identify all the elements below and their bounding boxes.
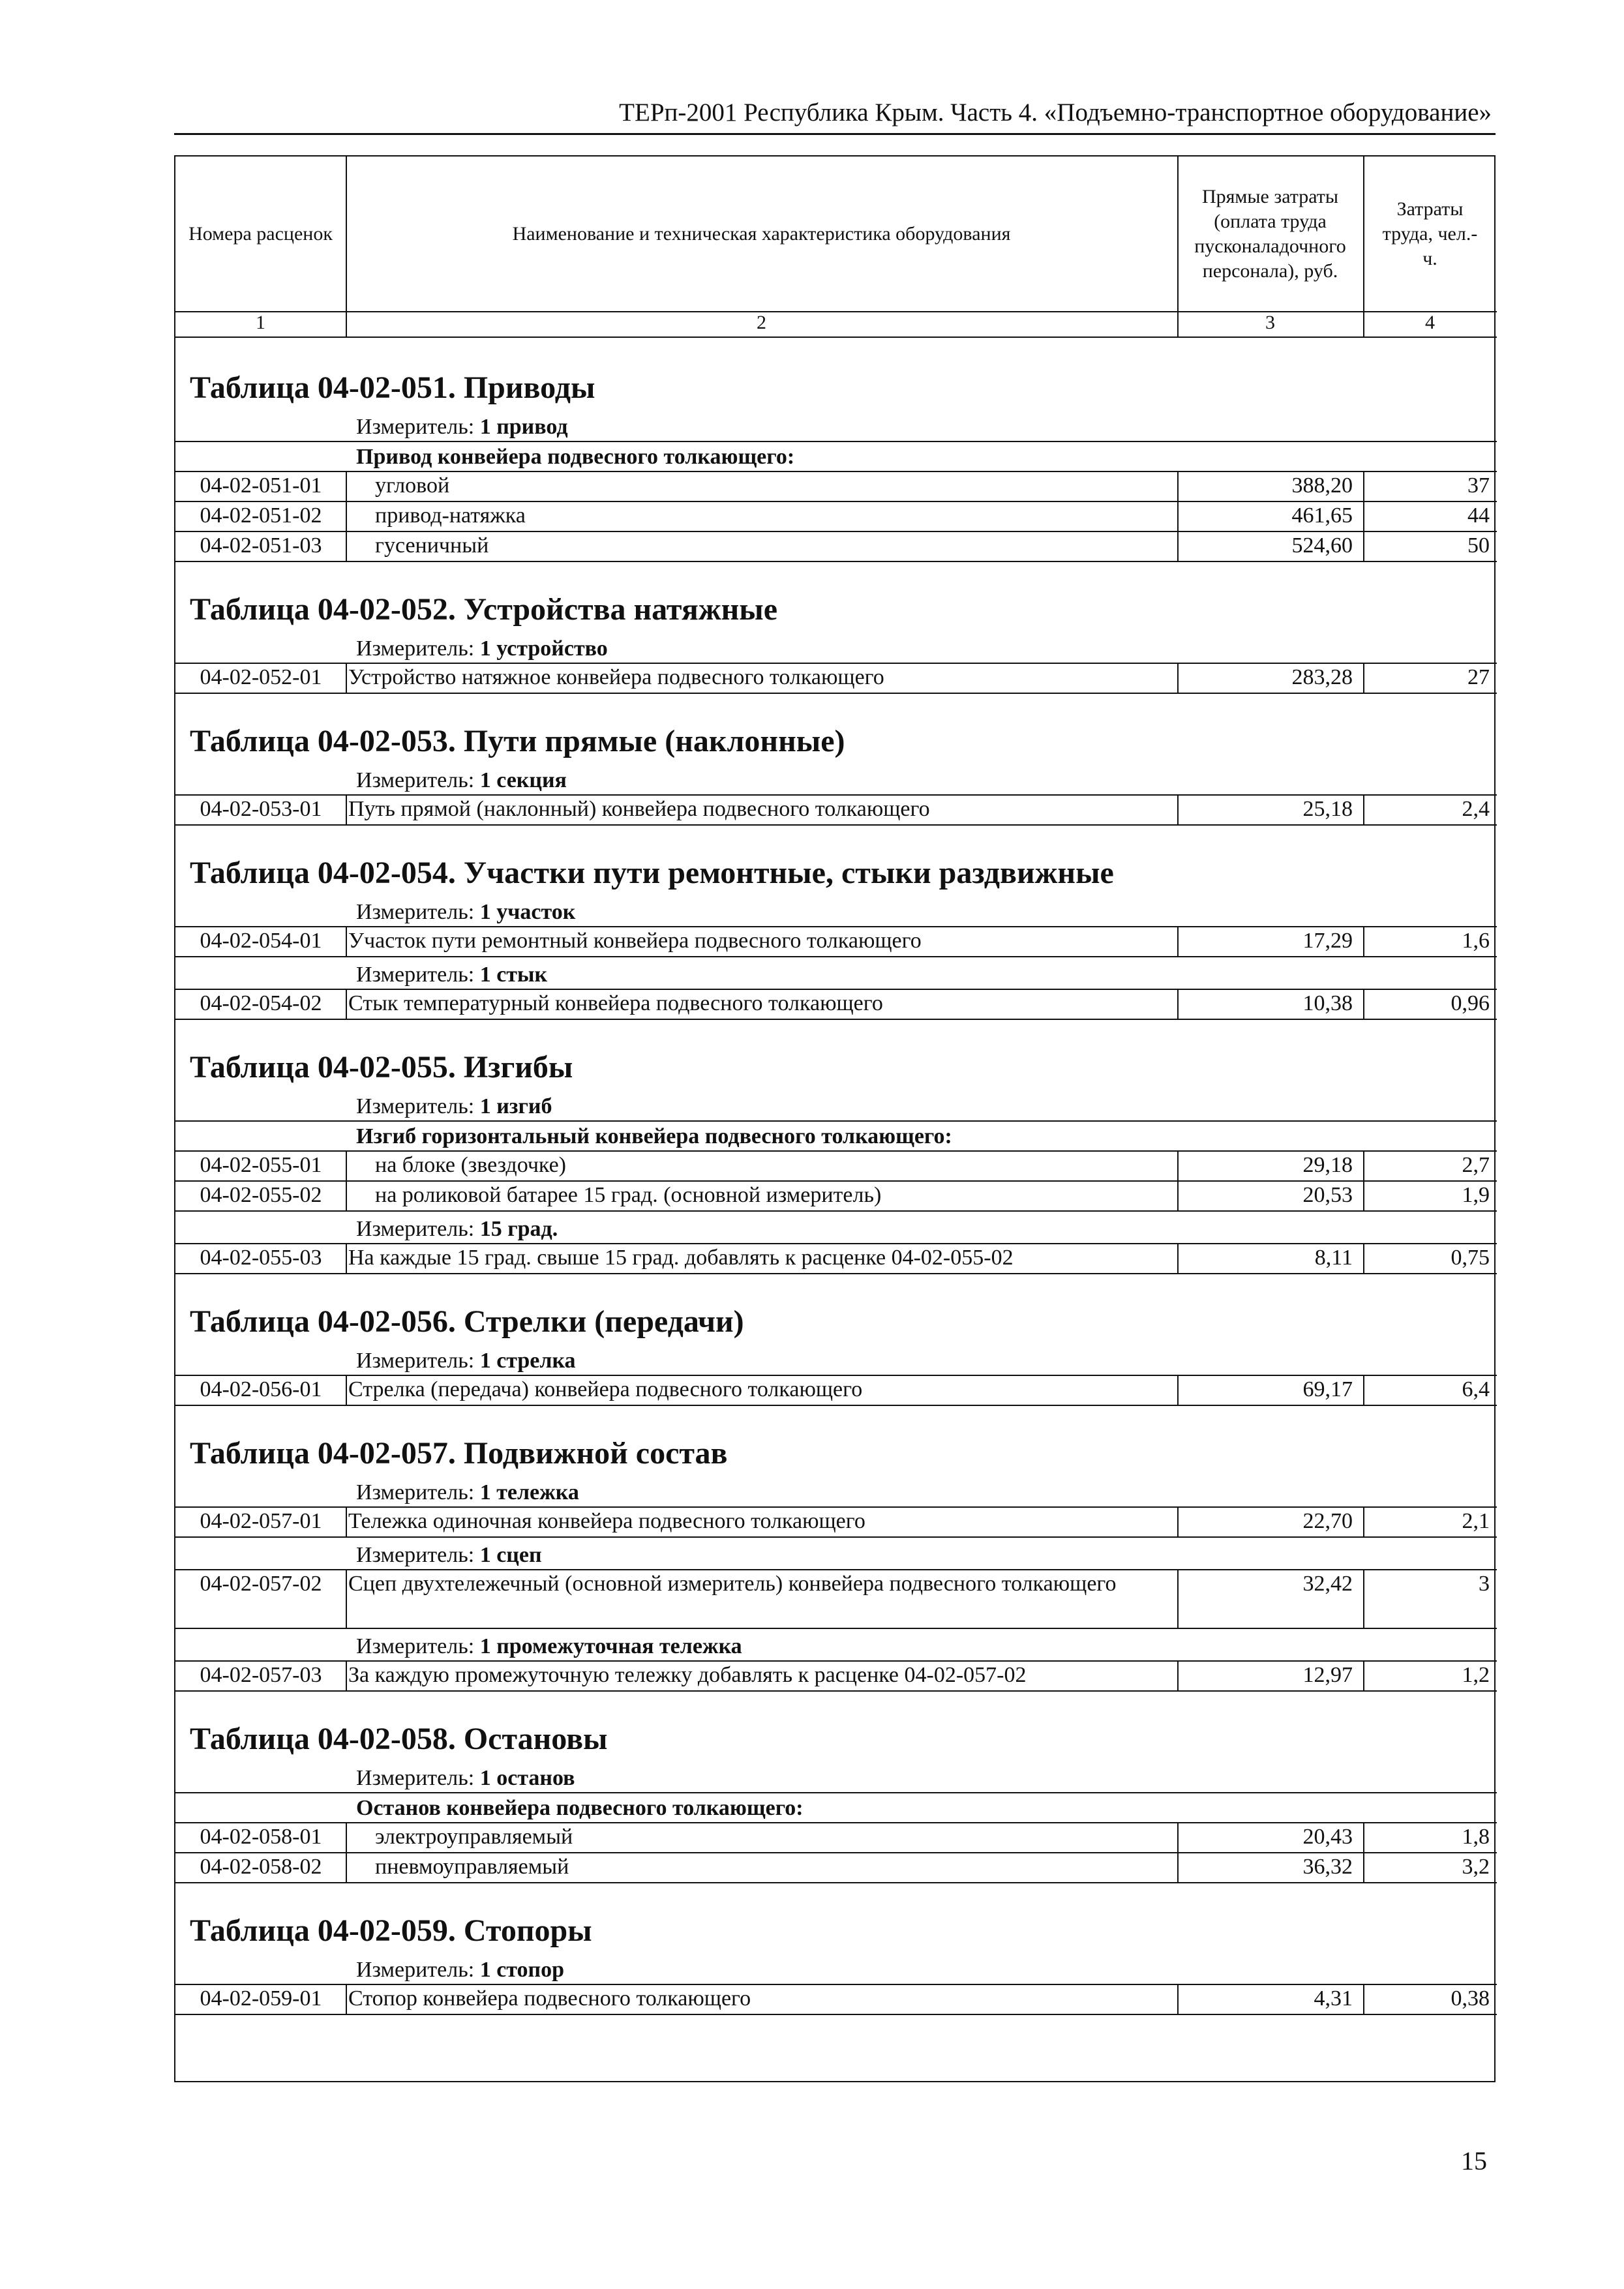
header-col-labour: Затраты труда, чел.-ч. (1382, 198, 1478, 269)
table-row-title (175, 693, 1497, 762)
rate-code: 04-02-056-01 (200, 1377, 322, 1401)
column-rule (1177, 1243, 1179, 1273)
item-description: гусеничный (375, 533, 489, 558)
unit-of-measure-value: 1 участок (479, 900, 576, 924)
column-rule (1363, 794, 1364, 824)
table-row-meter (175, 1210, 1497, 1243)
unit-of-measure-value: 1 устройство (479, 636, 608, 661)
rate-code: 04-02-052-01 (200, 665, 322, 689)
column-rule (1363, 1569, 1364, 1628)
column-number-rule (175, 337, 1497, 338)
unit-of-measure-value: 15 град. (479, 1217, 558, 1241)
item-description: привод-натяжка (375, 503, 526, 528)
column-rule (346, 1180, 347, 1210)
direct-cost: 32,42 (1302, 1572, 1353, 1596)
column-rule (346, 501, 347, 531)
labour-hours: 3 (1479, 1572, 1490, 1596)
table-row-meter (175, 1759, 1497, 1792)
unit-of-measure: Измеритель: 1 секция (356, 768, 567, 792)
column-rule (1177, 1984, 1179, 2014)
column-rule (346, 989, 347, 1019)
table-row-meter (175, 408, 1497, 441)
unit-of-measure: Измеритель: 15 град. (356, 1217, 558, 1241)
rate-code: 04-02-054-01 (200, 929, 322, 953)
column-rule (346, 663, 347, 693)
labour-hours: 1,8 (1462, 1825, 1490, 1849)
column-rule (1177, 1506, 1179, 1536)
item-description: Путь прямой (наклонный) конвейера подвесного толкающего (348, 797, 930, 821)
table-row-item (175, 1822, 1497, 1852)
column-rule (1177, 1852, 1179, 1882)
table-row-item (175, 1660, 1497, 1690)
item-description: Стрелка (передача) конвейера подвесного толкающего (348, 1377, 863, 1401)
table-row-meter (175, 630, 1497, 663)
column-rule (346, 1243, 347, 1273)
unit-of-measure: Измеритель: 1 останов (356, 1766, 575, 1790)
labour-hours: 27 (1467, 665, 1490, 689)
column-rule (1177, 531, 1179, 561)
direct-cost: 25,18 (1302, 797, 1353, 821)
group-caption: Останов конвейера подвесного толкающего: (356, 1796, 804, 1820)
column-rule (1363, 1852, 1364, 1882)
rate-code: 04-02-058-02 (200, 1855, 322, 1879)
unit-of-measure: Измеритель: 1 промежуточная тележка (356, 1634, 742, 1658)
column-number: 3 (1265, 312, 1275, 333)
direct-cost: 22,70 (1302, 1509, 1353, 1533)
column-rule (1363, 1822, 1364, 1852)
direct-cost: 283,28 (1291, 665, 1353, 689)
direct-cost: 17,29 (1302, 929, 1353, 953)
column-rule (346, 1375, 347, 1405)
table-row-group (175, 1792, 1497, 1822)
table-row-item (175, 1243, 1497, 1273)
rate-code: 04-02-055-01 (200, 1153, 322, 1177)
table-row-item (175, 663, 1497, 693)
labour-hours: 1,2 (1462, 1663, 1490, 1687)
header-column-rule (1177, 157, 1179, 338)
column-rule (346, 1984, 347, 2014)
page-number: 15 (1461, 2146, 1487, 2176)
direct-cost: 12,97 (1302, 1663, 1353, 1687)
table-row-item (175, 989, 1497, 1019)
labour-hours: 2,1 (1462, 1509, 1490, 1533)
header-bottom-rule (175, 311, 1497, 312)
section-title: Таблица 04-02-053. Пути прямые (наклонные) (190, 724, 845, 758)
table-row-meter (175, 1951, 1497, 1984)
rate-code: 04-02-059-01 (200, 1986, 322, 2011)
section-title: Таблица 04-02-054. Участки пути ремонтные, стыки раздвижные (190, 856, 1114, 890)
column-rule (346, 1150, 347, 1180)
item-description: на роликовой батарее 15 град. (основной измеритель) (375, 1183, 882, 1207)
unit-of-measure: Измеритель: 1 сцеп (356, 1543, 542, 1567)
table-row-meter (175, 893, 1497, 926)
section-title: Таблица 04-02-059. Стопоры (190, 1913, 592, 1948)
section-title: Таблица 04-02-051. Приводы (190, 370, 595, 405)
header-rule (174, 133, 1496, 135)
rate-code: 04-02-051-02 (200, 503, 322, 528)
unit-of-measure-value: 1 останов (479, 1766, 575, 1790)
rate-code: 04-02-057-03 (200, 1663, 322, 1687)
group-caption: Привод конвейера подвесного толкающего: (356, 445, 795, 469)
labour-hours: 3,2 (1462, 1855, 1490, 1879)
column-rule (1177, 471, 1179, 501)
column-rule (1363, 1375, 1364, 1405)
column-rule (346, 1506, 347, 1536)
labour-hours: 1,9 (1462, 1183, 1490, 1207)
column-rule (1363, 1984, 1364, 2014)
direct-cost: 29,18 (1302, 1153, 1353, 1177)
table-row-item (175, 1984, 1497, 2014)
table-row-title (175, 1019, 1497, 1088)
table-row-title (175, 1882, 1497, 1951)
column-rule (346, 531, 347, 561)
direct-cost: 388,20 (1291, 473, 1353, 498)
column-rule (1363, 471, 1364, 501)
section-title: Таблица 04-02-058. Остановы (190, 1722, 608, 1756)
table-row-meter (175, 762, 1497, 794)
unit-of-measure: Измеритель: 1 устройство (356, 636, 608, 661)
table-row-title (175, 561, 1497, 630)
section-title: Таблица 04-02-056. Стрелки (передачи) (190, 1304, 744, 1339)
column-rule (1177, 989, 1179, 1019)
table-row-group (175, 441, 1497, 471)
labour-hours: 2,7 (1462, 1153, 1490, 1177)
direct-cost: 36,32 (1302, 1855, 1353, 1879)
header-column-rule (346, 157, 347, 338)
column-rule (346, 1569, 347, 1628)
section-title: Таблица 04-02-052. Устройства натяжные (190, 592, 778, 627)
unit-of-measure: Измеритель: 1 стрелка (356, 1349, 576, 1373)
labour-hours: 50 (1467, 533, 1490, 558)
column-rule (1363, 1150, 1364, 1180)
column-rule (1177, 1150, 1179, 1180)
column-number: 1 (256, 312, 265, 333)
item-description: За каждую промежуточную тележку добавлять к расценке 04-02-057-02 (348, 1663, 1027, 1687)
column-rule (1363, 926, 1364, 956)
unit-of-measure-value: 1 стрелка (479, 1349, 576, 1373)
column-rule (1177, 501, 1179, 531)
rate-code: 04-02-057-02 (200, 1572, 322, 1596)
column-rule (346, 471, 347, 501)
column-number: 2 (757, 312, 766, 333)
unit-of-measure: Измеритель: 1 привод (356, 415, 568, 439)
item-description: Стык температурный конвейера подвесного толкающего (348, 991, 883, 1015)
section-title: Таблица 04-02-057. Подвижной состав (190, 1436, 728, 1471)
table-row-title (175, 1690, 1497, 1759)
column-rule (1363, 989, 1364, 1019)
column-rule (346, 1822, 347, 1852)
table-row-title (175, 1405, 1497, 1474)
unit-of-measure-value: 1 стык (479, 963, 548, 987)
item-description: на блоке (звездочке) (375, 1153, 567, 1177)
price-table (174, 155, 1496, 2082)
column-rule (1177, 1660, 1179, 1690)
labour-hours: 0,38 (1451, 1986, 1490, 2011)
direct-cost: 20,43 (1302, 1825, 1353, 1849)
table-row-title (175, 824, 1497, 893)
column-rule (1363, 531, 1364, 561)
rate-code: 04-02-055-02 (200, 1183, 322, 1207)
rate-code: 04-02-053-01 (200, 797, 322, 821)
labour-hours: 1,6 (1462, 929, 1490, 953)
direct-cost: 10,38 (1302, 991, 1353, 1015)
header-column-rule (1363, 157, 1364, 338)
direct-cost: 524,60 (1291, 533, 1353, 558)
item-description: Стопор конвейера подвесного толкающего (348, 1986, 751, 2011)
column-rule (1363, 1506, 1364, 1536)
table-row-item (175, 1375, 1497, 1405)
column-rule (1363, 1243, 1364, 1273)
column-rule (1363, 1660, 1364, 1690)
item-description: Устройство натяжное конвейера подвесного толкающего (348, 665, 884, 689)
item-description: На каждые 15 град. свыше 15 град. добавлять к расценке 04-02-055-02 (348, 1246, 1014, 1270)
table-row-meter (175, 1474, 1497, 1506)
header-col-cost: Прямые затраты (оплата труда пусконаладочного персонала), руб. (1194, 185, 1346, 282)
unit-of-measure: Измеритель: 1 стопор (356, 1958, 565, 1982)
labour-hours: 0,75 (1451, 1246, 1490, 1270)
unit-of-measure-value: 1 стопор (479, 1958, 565, 1982)
direct-cost: 4,31 (1314, 1986, 1353, 2011)
column-rule (1363, 1180, 1364, 1210)
unit-of-measure-value: 1 сцеп (479, 1543, 542, 1567)
table-row-item (175, 1852, 1497, 1882)
section-title: Таблица 04-02-055. Изгибы (190, 1050, 573, 1085)
column-rule (346, 1660, 347, 1690)
unit-of-measure: Измеритель: 1 изгиб (356, 1094, 552, 1118)
item-description: пневмоуправляемый (375, 1855, 569, 1879)
unit-of-measure-value: 1 промежуточная тележка (479, 1634, 742, 1658)
column-rule (346, 926, 347, 956)
column-rule (1363, 501, 1364, 531)
item-description: угловой (375, 473, 450, 498)
running-header: ТЕРп-2001 Республика Крым. Часть 4. «Подъемно-транспортное оборудование» (619, 98, 1492, 127)
labour-hours: 0,96 (1451, 991, 1490, 1015)
column-rule (1177, 1822, 1179, 1852)
column-rule (1177, 1569, 1179, 1628)
table-row-group (175, 1120, 1497, 1150)
column-rule (1177, 663, 1179, 693)
rate-code: 04-02-055-03 (200, 1246, 322, 1270)
table-row-meter (175, 1342, 1497, 1375)
item-description: электроуправляемый (375, 1825, 573, 1849)
direct-cost: 69,17 (1302, 1377, 1353, 1401)
unit-of-measure-value: 1 секция (479, 768, 567, 792)
header-col-codes: Номера расценок (188, 222, 333, 245)
table-row-item (175, 1506, 1497, 1536)
row-rule (175, 2014, 1497, 2015)
table-row-title (175, 1273, 1497, 1342)
unit-of-measure-value: 1 тележка (479, 1480, 579, 1504)
table-row-title (175, 339, 1497, 408)
direct-cost: 20,53 (1302, 1183, 1353, 1207)
item-description: Тележка одиночная конвейера подвесного толкающего (348, 1509, 865, 1533)
table-row-item (175, 501, 1497, 531)
rate-code: 04-02-054-02 (200, 991, 322, 1015)
labour-hours: 2,4 (1462, 797, 1490, 821)
header-col-name: Наименование и техническая характеристика оборудования (512, 222, 1011, 245)
column-rule (346, 1852, 347, 1882)
table-row-item (175, 531, 1497, 561)
unit-of-measure: Измеритель: 1 стык (356, 963, 548, 987)
rate-code: 04-02-057-01 (200, 1509, 322, 1533)
table-row-meter (175, 1628, 1497, 1660)
direct-cost: 8,11 (1314, 1246, 1353, 1270)
unit-of-measure-value: 1 привод (479, 415, 568, 439)
rate-code: 04-02-051-01 (200, 473, 322, 498)
labour-hours: 44 (1467, 503, 1490, 528)
table-row-item (175, 1569, 1497, 1628)
table-row-item (175, 1180, 1497, 1210)
table-row-item (175, 1150, 1497, 1180)
column-number: 4 (1425, 312, 1435, 333)
table-row-meter (175, 1536, 1497, 1569)
table-row-meter (175, 1088, 1497, 1120)
column-rule (346, 794, 347, 824)
group-caption: Изгиб горизонтальный конвейера подвесного толкающего: (356, 1124, 952, 1148)
table-row-meter (175, 956, 1497, 989)
table-row-item (175, 926, 1497, 956)
rate-code: 04-02-058-01 (200, 1825, 322, 1849)
column-rule (1177, 1375, 1179, 1405)
column-rule (1363, 663, 1364, 693)
rate-code: 04-02-051-03 (200, 533, 322, 558)
column-rule (1177, 794, 1179, 824)
item-description: Сцеп двухтележечный (основной измеритель) конвейера подвесного толкающего (348, 1572, 1117, 1596)
labour-hours: 6,4 (1462, 1377, 1490, 1401)
item-description: Участок пути ремонтный конвейера подвесного толкающего (348, 929, 922, 953)
table-row-item (175, 471, 1497, 501)
unit-of-measure: Измеритель: 1 тележка (356, 1480, 579, 1504)
labour-hours: 37 (1467, 473, 1490, 498)
unit-of-measure-value: 1 изгиб (479, 1094, 552, 1118)
table-row-item (175, 794, 1497, 824)
direct-cost: 461,65 (1291, 503, 1353, 528)
unit-of-measure: Измеритель: 1 участок (356, 900, 576, 924)
column-rule (1177, 926, 1179, 956)
column-rule (1177, 1180, 1179, 1210)
